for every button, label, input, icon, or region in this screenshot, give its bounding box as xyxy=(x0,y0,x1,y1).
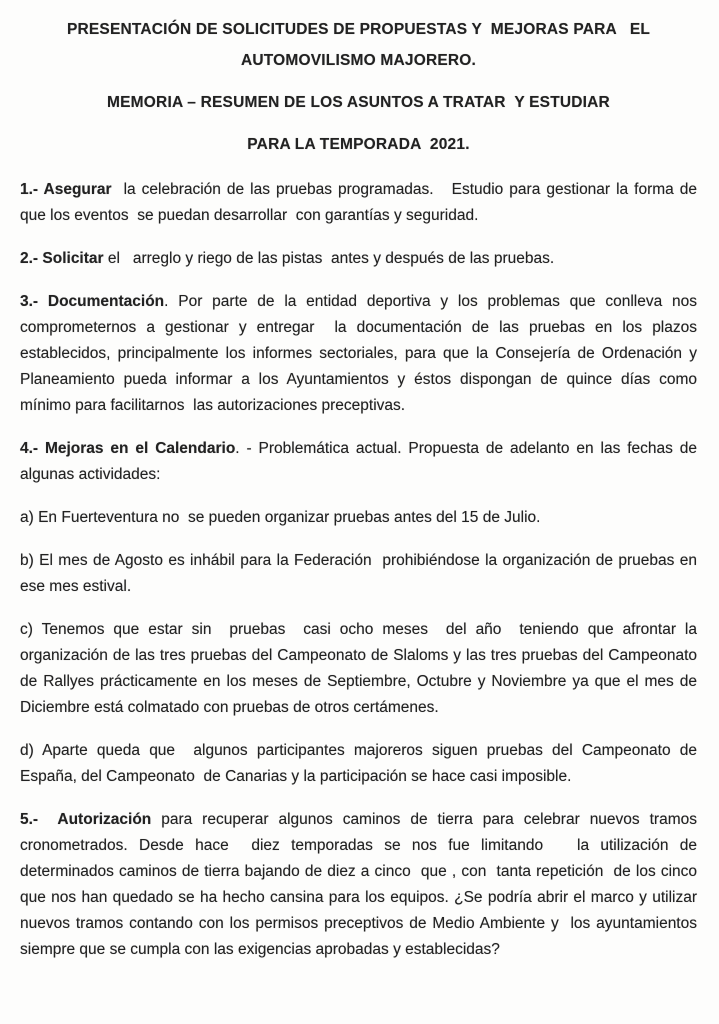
paragraph-1-text: la celebración de las pruebas programadas. Estudio para gestionar la forma de que los eventos se puedan desarrollar con garantías y seguridad. xyxy=(20,181,702,224)
list-item-a xyxy=(20,505,697,531)
paragraph-1-lead: 1.- Asegurar xyxy=(20,181,112,198)
paragraph-4-mejoras-calendario xyxy=(20,436,702,488)
paragraph-5-lead: 5.- Autorización xyxy=(20,811,152,828)
paragraph-2-text: el arreglo y riego de las pistas antes y después de las pruebas. xyxy=(103,250,555,267)
paragraph-4-lead: 4.- Mejoras en el Calendario xyxy=(20,440,236,457)
document-subtitle: MEMORIA – RESUMEN DE LOS ASUNTOS A TRATAR Y ESTUDIAR xyxy=(107,94,610,111)
paragraph-4-text: . - Problemática actual. Propuesta de adelanto en las fechas de algunas actividades: xyxy=(20,440,702,483)
paragraph-1-asegurar xyxy=(20,177,702,229)
paragraph-3-text: . Por parte de la entidad deportiva y los problemas que conlleva nos comprometernos a gestionar y entregar la documentación de las pruebas en los plazos establecidos, principalmente los informes sectoriales, para que la Consejería de Ordenación y Planeamiento pueda informar a los Ayuntamientos y éstos dispongan de quince días como mínimo para facilitarnos las autorizaciones preceptivas. xyxy=(20,293,706,414)
list-item-c-text: c) Tenemos que estar sin pruebas casi ocho meses del año teniendo que afrontar la organización de las tres pruebas del Campeonato de Slaloms y las tres pruebas del Campeonato de Rallyes prácticamente en los meses de Septiembre, Octubre y Noviembre ya que el mes de Diciembre está colmatado con pruebas de otros certámenes. xyxy=(20,621,702,716)
title-line-2: AUTOMOVILISMO MAJORERO. xyxy=(240,52,477,69)
paragraph-3-documentacion xyxy=(20,289,706,419)
document-title xyxy=(20,14,697,76)
paragraph-3-lead: 3.- Documentación xyxy=(20,293,165,310)
paragraph-5-autorizacion xyxy=(20,807,702,963)
list-item-d-text: d) Aparte queda que algunos participantes majoreros siguen pruebas del Campeonato de España, del Campeonato de Canarias y la participación se hace casi imposible. xyxy=(20,742,702,785)
list-item-b-text: b) El mes de Agosto es inhábil para la Federación prohibiéndose la organización de pruebas en ese mes estival. xyxy=(20,552,702,595)
list-item-c xyxy=(20,617,702,721)
document-season-line: PARA LA TEMPORADA 2021. xyxy=(247,136,470,153)
list-item-d xyxy=(20,738,702,790)
list-item-a-text: a) En Fuerteventura no se pueden organizar pruebas antes del 15 de Julio. xyxy=(20,509,541,526)
paragraph-2-solicitar xyxy=(20,246,697,272)
list-item-b xyxy=(20,548,702,600)
title-line-1: PRESENTACIÓN DE SOLICITUDES DE PROPUESTAS Y MEJORAS PARA EL xyxy=(66,21,651,38)
paragraph-2-lead: 2.- Solicitar xyxy=(20,250,104,267)
paragraph-5-text: para recuperar algunos caminos de tierra para celebrar nuevos tramos cronometrados. Desde hace diez temporadas se nos fue limitando la utilización de determinados caminos de tierra bajando de diez a cinco que , con tanta repetición de los cinco que nos han quedado se ha hecho cansina para los equipos. ¿Se podría abrir el marco y utilizar nuevos tramos contando con los permisos preceptivos de Medio Ambiente y los ayuntamientos siempre que se cumpla con las exigencias aprobadas y establecidas? xyxy=(20,811,702,958)
